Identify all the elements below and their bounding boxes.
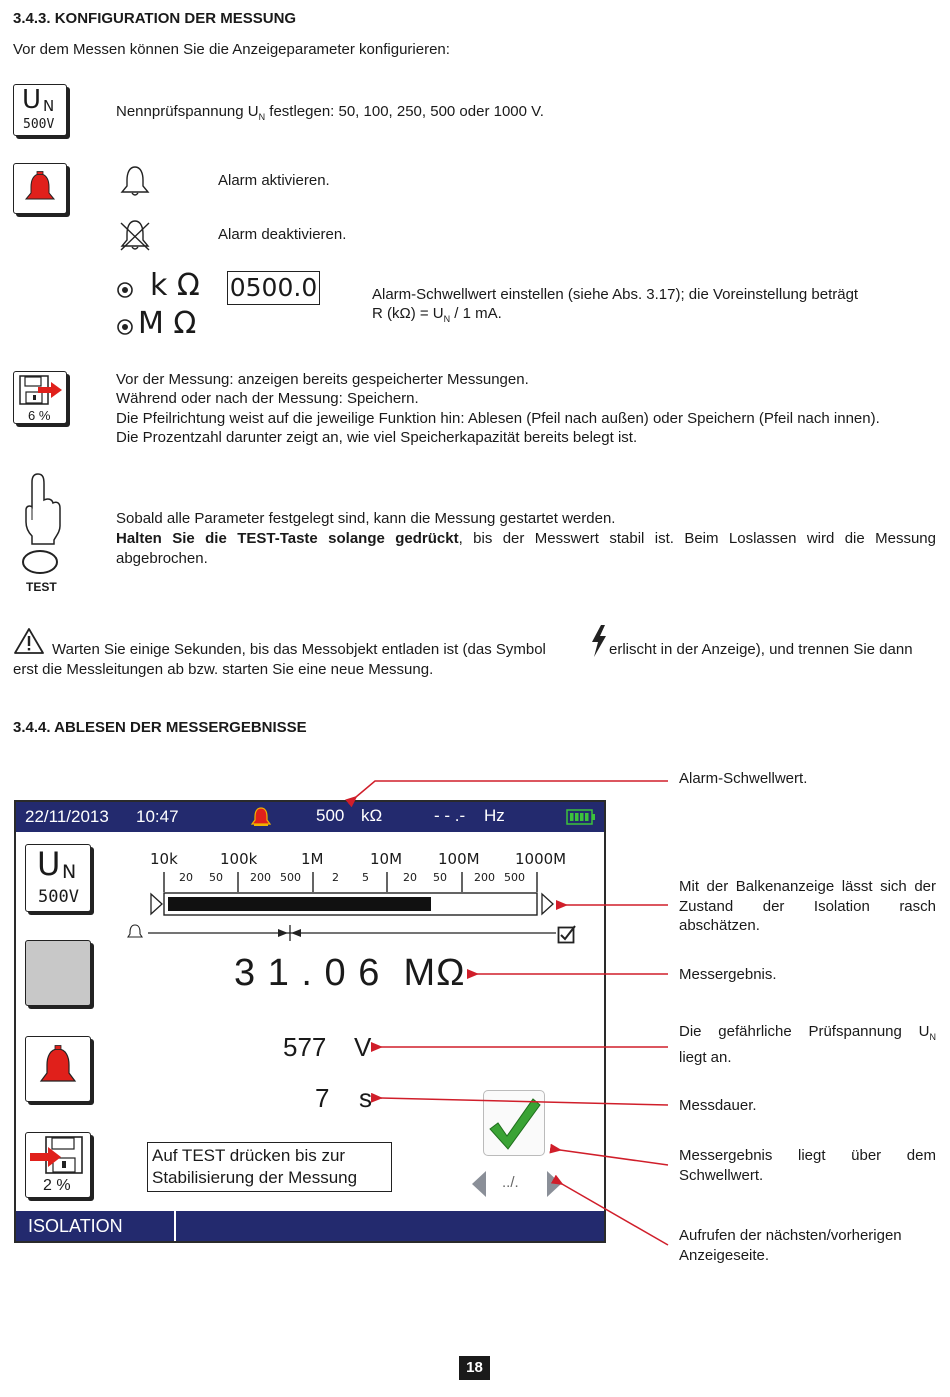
- warning-text-c: erst die Messleitungen ab bzw. starten Sie eine neue Messung.: [13, 661, 434, 678]
- alarm-bell-red-icon: [23, 171, 57, 205]
- alarm-button: [13, 163, 67, 214]
- un-text-a: Nennprüfspannung U: [116, 103, 259, 120]
- un-text-b: festlegen: 50, 100, 250, 500 oder 1000 V.: [265, 103, 544, 120]
- memory-button: [13, 371, 67, 424]
- radio-selected-icon: [116, 281, 134, 299]
- un-button-n: N: [43, 97, 55, 115]
- threshold-text-2a: R (kΩ) = U: [372, 305, 444, 322]
- status-message-line-2: Stabilisierung der Messung: [152, 1168, 358, 1187]
- threshold-text-2b: / 1 mA.: [450, 305, 502, 322]
- test-text-rest: , bis der Messwert stabil ist. Beim Loslassen wird die Messung abgebrochen.: [116, 530, 936, 567]
- callout-result: Messergebnis.: [679, 966, 777, 983]
- lightning-icon: [589, 624, 609, 658]
- scale-label-100k: 100k: [220, 850, 258, 868]
- nominal-voltage-text: [116, 102, 544, 128]
- bell-outline-icon: [118, 164, 152, 198]
- scale-label-100m: 100M: [438, 850, 480, 868]
- page-number: 18: [459, 1356, 490, 1380]
- callout-above-threshold: Messergebnis liegt über dem Schwellwert.: [679, 1147, 936, 1184]
- nominal-voltage-button: [13, 84, 67, 136]
- warning-triangle-icon: [13, 627, 45, 655]
- threshold-text-1: Alarm-Schwellwert einstellen (siehe Abs. 3.17); die Voreinstellung beträgt: [372, 286, 859, 303]
- threshold-text-2: [372, 304, 502, 330]
- scale-minor-5: 5: [362, 871, 369, 884]
- screen-date: 22/11/2013: [25, 807, 109, 826]
- section-heading-results: 3.4.4. ABLESEN DER MESSERGEBNISSE: [13, 719, 307, 736]
- status-message-line-1: Auf TEST drücken bis zur: [152, 1146, 346, 1165]
- screen-un-u: U: [37, 845, 61, 883]
- radio-selected-icon-2: [116, 318, 134, 336]
- unit-mohm: M Ω: [138, 306, 197, 341]
- scale-minor-2: 2: [332, 871, 339, 884]
- callout-alarm-threshold: Alarm-Schwellwert.: [679, 770, 808, 787]
- test-label: TEST: [26, 580, 57, 594]
- screen-frequency-unit: Hz: [484, 806, 505, 825]
- duration-unit: s: [359, 1083, 372, 1113]
- un-text-sub: N: [258, 112, 266, 122]
- screen-un-n: N: [62, 861, 77, 883]
- mode-label: ISOLATION: [28, 1216, 123, 1236]
- memory-line-1: Vor der Messung: anzeigen bereits gespeicherter Messungen.: [116, 371, 529, 388]
- test-finger-icon: [10, 470, 70, 580]
- warning-text-a: Warten Sie einige Sekunden, bis das Messobjekt entladen ist (das Symbol: [52, 641, 546, 658]
- test-text-2: [116, 529, 936, 568]
- scale-minor-200b: 200: [474, 871, 495, 884]
- screen-threshold-unit: kΩ: [361, 806, 383, 825]
- scale-minor-50b: 50: [433, 871, 447, 884]
- un-button-value: 500V: [23, 117, 55, 132]
- scale-minor-20: 20: [179, 871, 193, 884]
- scale-label-1m: 1M: [301, 850, 324, 868]
- test-text-1: Sobald alle Parameter festgelegt sind, kann die Messung gestartet werden.: [116, 510, 616, 527]
- memory-line-3: Die Pfeilrichtung weist auf die jeweilige Funktion hin: Ablesen (Pfeil nach außen) oder Speichern (Pfeil nach innen).: [116, 410, 880, 427]
- test-voltage-unit: V: [354, 1032, 372, 1062]
- scale-label-10m: 10M: [370, 850, 403, 868]
- callout-voltage: [679, 1022, 936, 1067]
- un-button-u: U: [22, 85, 42, 115]
- memory-percent: 6 %: [28, 408, 51, 423]
- test-voltage-value: 577: [283, 1032, 327, 1062]
- unit-kohm: k Ω: [150, 268, 200, 303]
- scale-minor-50: 50: [209, 871, 223, 884]
- callout-bar: Mit der Balkenanzeige lässt sich der Zustand der Isolation rasch abschätzen.: [679, 878, 936, 934]
- scale-minor-200: 200: [250, 871, 271, 884]
- section-heading-configuration: 3.4.3. KONFIGURATION DER MESSUNG: [13, 10, 297, 27]
- callout-arrows: [0, 760, 950, 1280]
- scale-minor-500: 500: [280, 871, 301, 884]
- warning-text-b: erlischt in der Anzeige), und trennen Sie dann: [609, 641, 913, 658]
- scale-minor-500b: 500: [504, 871, 525, 884]
- page-indicator: ../.: [502, 1174, 519, 1191]
- floppy-save-icon: [18, 375, 64, 407]
- memory-line-2: Während oder nach der Messung: Speichern.: [116, 390, 419, 407]
- screen-frequency: - - .-: [434, 806, 466, 825]
- screen-time: 10:47: [136, 807, 179, 826]
- callout-duration: Messdauer.: [679, 1097, 757, 1114]
- callout-pages: Aufrufen der nächsten/vorherigen Anzeigeseite.: [679, 1227, 902, 1264]
- threshold-value-box: 0500.0: [227, 271, 320, 305]
- duration-value: 7: [315, 1083, 330, 1113]
- measurement-result: 3 1 . 0 6 MΩ: [234, 952, 466, 994]
- scale-label-10k: 10k: [150, 850, 178, 868]
- callout-voltage-a: Die gefährliche Prüfspannung U: [679, 1023, 930, 1040]
- screen-threshold: 500: [316, 806, 345, 825]
- threshold-text-2sub: N: [443, 314, 451, 324]
- scale-label-1000m: 1000M: [515, 850, 567, 868]
- alarm-off-text: Alarm deaktivieren.: [218, 226, 347, 243]
- scale-minor-20b: 20: [403, 871, 417, 884]
- screen-memory-percent: 2 %: [43, 1177, 71, 1194]
- alarm-on-text: Alarm aktivieren.: [218, 172, 330, 189]
- bell-crossed-icon: [118, 218, 152, 252]
- callout-voltage-b: liegt an.: [679, 1048, 732, 1066]
- callout-voltage-sub: N: [929, 1032, 936, 1042]
- test-text-bold: Halten Sie die TEST-Taste solange gedrückt: [116, 530, 459, 547]
- screen-un-value: 500V: [38, 887, 79, 907]
- intro-text: Vor dem Messen können Sie die Anzeigeparameter konfigurieren:: [13, 41, 450, 58]
- memory-line-4: Die Prozentzahl darunter zeigt an, wie viel Speicherkapazität bereits belegt ist.: [116, 429, 638, 446]
